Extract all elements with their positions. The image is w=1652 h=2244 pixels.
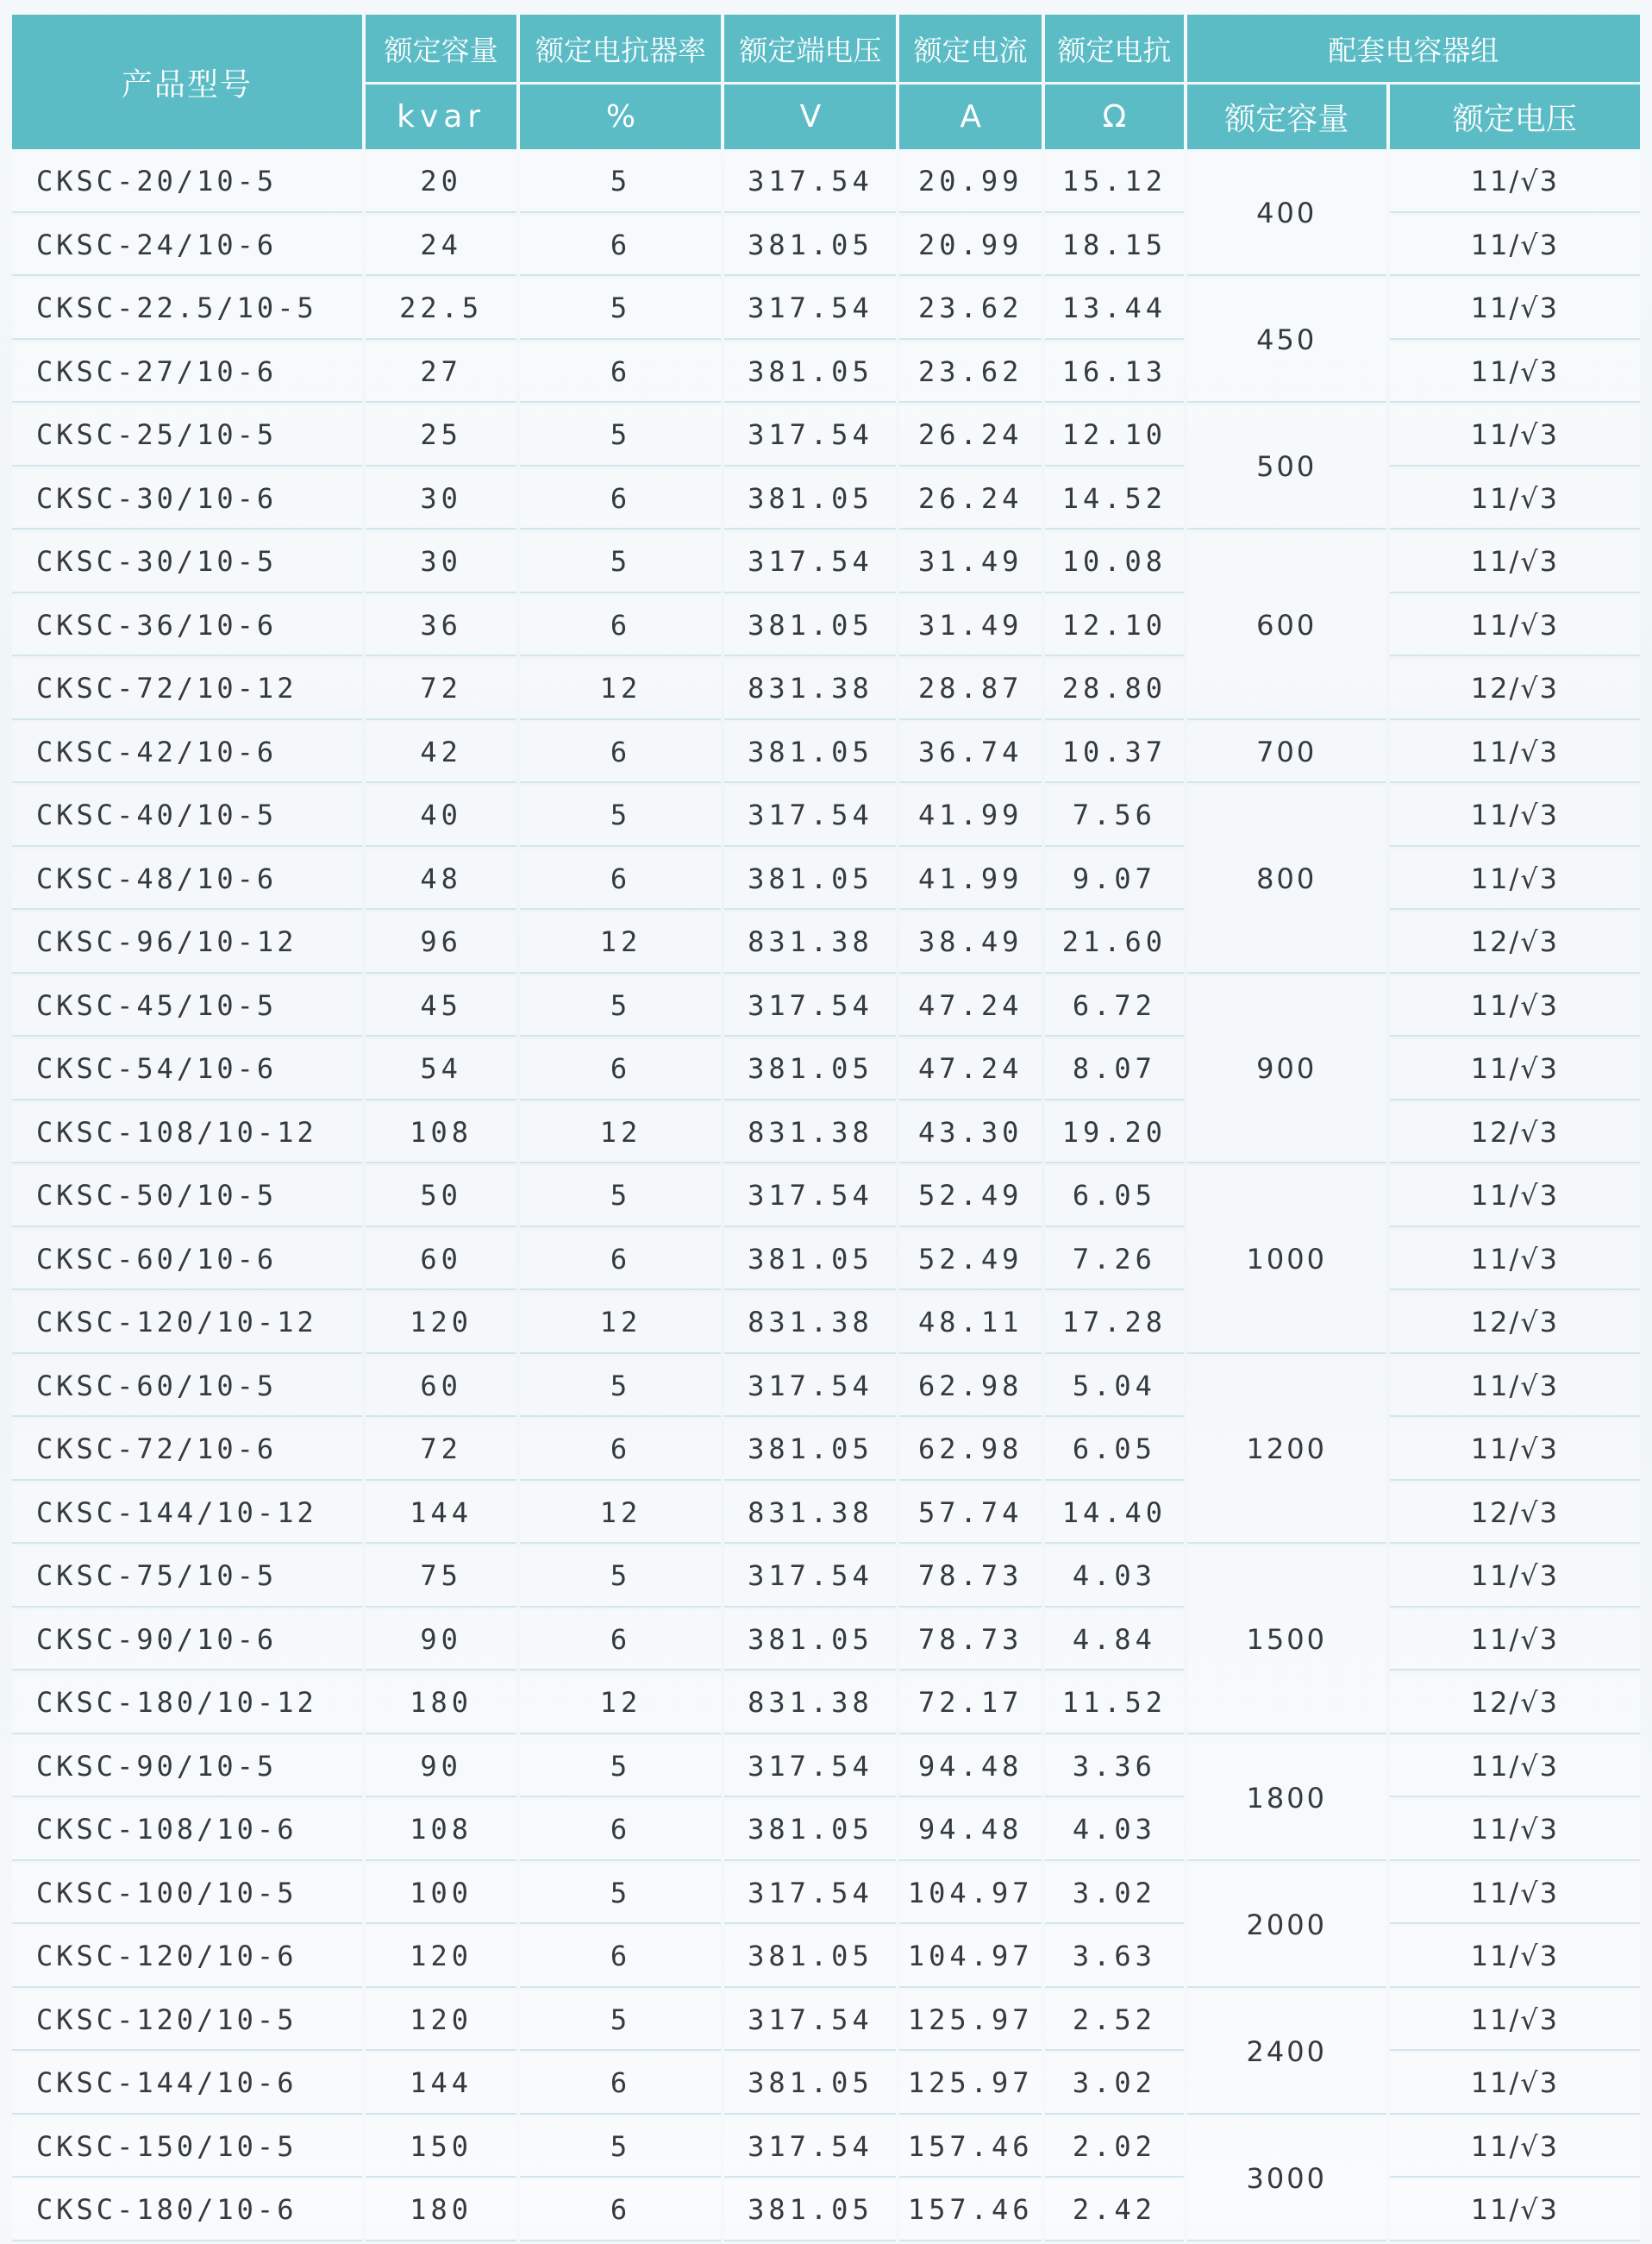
ratio-cell: 12 xyxy=(520,1103,721,1164)
capacity-cell: 30 xyxy=(366,469,517,530)
current-cell: 157.46 xyxy=(899,2117,1042,2178)
model-cell: CKSC-25/10-5 xyxy=(12,405,362,467)
bank-capacity-cell: 2000 xyxy=(1187,1864,1386,1988)
bank-voltage-cell: 12/√3 xyxy=(1390,659,1640,720)
table-row xyxy=(12,1420,1640,1481)
bank-voltage-cell: 11/√3 xyxy=(1390,1610,1640,1671)
voltage-cell: 381.05 xyxy=(724,342,896,404)
capacity-cell: 75 xyxy=(366,1546,517,1608)
bank-capacity-cell: 600 xyxy=(1187,532,1386,720)
model-cell: CKSC-90/10-6 xyxy=(12,1610,362,1671)
capacity-cell: 120 xyxy=(366,1990,517,2052)
table-row xyxy=(12,1483,1640,1545)
capacity-cell: 20 xyxy=(366,152,517,213)
table-row xyxy=(12,786,1640,847)
capacity-cell: 120 xyxy=(366,1293,517,1354)
capacity-cell: 150 xyxy=(366,2117,517,2178)
unit-current: A xyxy=(899,85,1042,149)
capacity-cell: 72 xyxy=(366,1420,517,1481)
reactance-cell: 12.10 xyxy=(1045,405,1184,467)
current-cell: 104.97 xyxy=(899,1927,1042,1988)
current-cell: 28.87 xyxy=(899,659,1042,720)
voltage-cell: 831.38 xyxy=(724,659,896,720)
bank-capacity-cell: 500 xyxy=(1187,405,1386,530)
current-cell: 52.49 xyxy=(899,1166,1042,1227)
bank-capacity-cell: 3000 xyxy=(1187,2117,1386,2241)
reactance-cell: 8.07 xyxy=(1045,1039,1184,1100)
bank-capacity-cell: 1800 xyxy=(1187,1737,1386,1861)
ratio-cell: 5 xyxy=(520,152,721,213)
voltage-cell: 317.54 xyxy=(724,1864,896,1925)
capacity-cell: 24 xyxy=(366,216,517,277)
model-cell: CKSC-100/10-5 xyxy=(12,1864,362,1925)
reactance-cell: 14.40 xyxy=(1045,1483,1184,1545)
current-cell: 38.49 xyxy=(899,912,1042,974)
bank-voltage-cell: 11/√3 xyxy=(1390,1039,1640,1100)
reactance-cell: 7.26 xyxy=(1045,1230,1184,1291)
current-cell: 23.62 xyxy=(899,342,1042,404)
capacity-cell: 144 xyxy=(366,2053,517,2115)
model-cell: CKSC-48/10-6 xyxy=(12,849,362,911)
capacity-cell: 180 xyxy=(366,2180,517,2241)
spec-table-wrapper xyxy=(9,12,1643,2244)
header-row-1 xyxy=(12,15,1640,82)
bank-voltage-cell: 11/√3 xyxy=(1390,976,1640,1037)
bank-voltage-cell: 12/√3 xyxy=(1390,1673,1640,1734)
ratio-cell: 6 xyxy=(520,1230,721,1291)
reactance-cell: 12.10 xyxy=(1045,596,1184,657)
reactance-cell: 15.12 xyxy=(1045,152,1184,213)
table-row xyxy=(12,2117,1640,2178)
ratio-cell: 6 xyxy=(520,596,721,657)
capacity-cell: 22.5 xyxy=(366,279,517,340)
header-bank: 配套电容器组 xyxy=(1187,15,1640,82)
bank-capacity-cell: 400 xyxy=(1187,152,1386,276)
table-row xyxy=(12,279,1640,340)
current-cell: 94.48 xyxy=(899,1800,1042,1861)
voltage-cell: 317.54 xyxy=(724,279,896,340)
voltage-cell: 317.54 xyxy=(724,2117,896,2178)
reactance-cell: 2.02 xyxy=(1045,2117,1184,2178)
reactance-cell: 5.04 xyxy=(1045,1357,1184,1418)
model-cell: CKSC-180/10-12 xyxy=(12,1673,362,1734)
ratio-cell: 6 xyxy=(520,1039,721,1100)
model-cell: CKSC-144/10-6 xyxy=(12,2053,362,2115)
table-row xyxy=(12,849,1640,911)
bank-voltage-cell: 11/√3 xyxy=(1390,1737,1640,1798)
ratio-cell: 5 xyxy=(520,1737,721,1798)
model-cell: CKSC-120/10-6 xyxy=(12,1927,362,1988)
current-cell: 157.46 xyxy=(899,2180,1042,2241)
bank-voltage-cell: 11/√3 xyxy=(1390,1166,1640,1227)
model-cell: CKSC-144/10-12 xyxy=(12,1483,362,1545)
voltage-cell: 317.54 xyxy=(724,405,896,467)
current-cell: 78.73 xyxy=(899,1546,1042,1608)
model-cell: CKSC-72/10-12 xyxy=(12,659,362,720)
current-cell: 41.99 xyxy=(899,786,1042,847)
current-cell: 31.49 xyxy=(899,596,1042,657)
table-row xyxy=(12,1800,1640,1861)
reactance-cell: 3.02 xyxy=(1045,1864,1184,1925)
bank-voltage-cell: 11/√3 xyxy=(1390,723,1640,784)
voltage-cell: 831.38 xyxy=(724,912,896,974)
reactance-cell: 2.42 xyxy=(1045,2180,1184,2241)
current-cell: 36.74 xyxy=(899,723,1042,784)
header-ratio: 额定电抗器率 xyxy=(520,15,721,82)
model-cell: CKSC-180/10-6 xyxy=(12,2180,362,2241)
table-row xyxy=(12,2180,1640,2241)
table-row xyxy=(12,976,1640,1037)
table-row xyxy=(12,1103,1640,1164)
table-row xyxy=(12,1864,1640,1925)
reactance-cell: 6.05 xyxy=(1045,1420,1184,1481)
voltage-cell: 831.38 xyxy=(724,1483,896,1545)
unit-reactance: Ω xyxy=(1045,85,1184,149)
voltage-cell: 317.54 xyxy=(724,1357,896,1418)
model-cell: CKSC-96/10-12 xyxy=(12,912,362,974)
header-model: 产品型号 xyxy=(12,15,362,149)
bank-voltage-cell: 11/√3 xyxy=(1390,1420,1640,1481)
current-cell: 20.99 xyxy=(899,216,1042,277)
table-row xyxy=(12,1039,1640,1100)
table-row xyxy=(12,469,1640,530)
bank-voltage-cell: 11/√3 xyxy=(1390,1800,1640,1861)
table-row xyxy=(12,1166,1640,1227)
ratio-cell: 5 xyxy=(520,2117,721,2178)
ratio-cell: 6 xyxy=(520,1420,721,1481)
ratio-cell: 6 xyxy=(520,2180,721,2241)
bank-voltage-cell: 12/√3 xyxy=(1390,1483,1640,1545)
bank-voltage-cell: 11/√3 xyxy=(1390,2180,1640,2241)
voltage-cell: 831.38 xyxy=(724,1673,896,1734)
table-row xyxy=(12,1990,1640,2052)
capacity-cell: 100 xyxy=(366,1864,517,1925)
table-row xyxy=(12,723,1640,784)
table-row xyxy=(12,1673,1640,1734)
model-cell: CKSC-40/10-5 xyxy=(12,786,362,847)
model-cell: CKSC-22.5/10-5 xyxy=(12,279,362,340)
capacity-cell: 45 xyxy=(366,976,517,1037)
reactance-cell: 3.02 xyxy=(1045,2053,1184,2115)
capacity-cell: 90 xyxy=(366,1737,517,1798)
model-cell: CKSC-24/10-6 xyxy=(12,216,362,277)
table-row xyxy=(12,1610,1640,1671)
reactance-cell: 3.36 xyxy=(1045,1737,1184,1798)
reactance-cell: 6.05 xyxy=(1045,1166,1184,1227)
reactance-cell: 28.80 xyxy=(1045,659,1184,720)
current-cell: 125.97 xyxy=(899,1990,1042,2052)
ratio-cell: 6 xyxy=(520,216,721,277)
bank-voltage-cell: 11/√3 xyxy=(1390,596,1640,657)
voltage-cell: 317.54 xyxy=(724,532,896,593)
reactance-cell: 6.72 xyxy=(1045,976,1184,1037)
table-row xyxy=(12,1546,1640,1608)
model-cell: CKSC-20/10-5 xyxy=(12,152,362,213)
ratio-cell: 6 xyxy=(520,342,721,404)
voltage-cell: 317.54 xyxy=(724,152,896,213)
table-row xyxy=(12,659,1640,720)
bank-voltage-cell: 11/√3 xyxy=(1390,1357,1640,1418)
current-cell: 78.73 xyxy=(899,1610,1042,1671)
table-header xyxy=(12,15,1640,149)
table-row xyxy=(12,1230,1640,1291)
ratio-cell: 6 xyxy=(520,723,721,784)
reactance-cell: 16.13 xyxy=(1045,342,1184,404)
table-row xyxy=(12,152,1640,213)
voltage-cell: 381.05 xyxy=(724,723,896,784)
capacity-cell: 144 xyxy=(366,1483,517,1545)
reactance-cell: 13.44 xyxy=(1045,279,1184,340)
capacity-cell: 90 xyxy=(366,1610,517,1671)
current-cell: 48.11 xyxy=(899,1293,1042,1354)
model-cell: CKSC-120/10-5 xyxy=(12,1990,362,2052)
voltage-cell: 317.54 xyxy=(724,1546,896,1608)
ratio-cell: 12 xyxy=(520,659,721,720)
capacity-cell: 36 xyxy=(366,596,517,657)
bank-voltage-cell: 11/√3 xyxy=(1390,405,1640,467)
capacity-cell: 72 xyxy=(366,659,517,720)
model-cell: CKSC-108/10-6 xyxy=(12,1800,362,1861)
bank-capacity-cell: 450 xyxy=(1187,279,1386,403)
current-cell: 31.49 xyxy=(899,532,1042,593)
table-row xyxy=(12,405,1640,467)
header-current: 额定电流 xyxy=(899,15,1042,82)
current-cell: 26.24 xyxy=(899,469,1042,530)
bank-voltage-cell: 11/√3 xyxy=(1390,216,1640,277)
bank-voltage-cell: 12/√3 xyxy=(1390,912,1640,974)
model-cell: CKSC-90/10-5 xyxy=(12,1737,362,1798)
voltage-cell: 831.38 xyxy=(724,1293,896,1354)
voltage-cell: 317.54 xyxy=(724,976,896,1037)
capacity-cell: 30 xyxy=(366,532,517,593)
current-cell: 57.74 xyxy=(899,1483,1042,1545)
ratio-cell: 12 xyxy=(520,912,721,974)
capacity-cell: 40 xyxy=(366,786,517,847)
current-cell: 23.62 xyxy=(899,279,1042,340)
model-cell: CKSC-27/10-6 xyxy=(12,342,362,404)
reactor-spec-table xyxy=(9,12,1643,2244)
voltage-cell: 381.05 xyxy=(724,469,896,530)
ratio-cell: 12 xyxy=(520,1293,721,1354)
table-row xyxy=(12,1737,1640,1798)
capacity-cell: 60 xyxy=(366,1230,517,1291)
table-row xyxy=(12,912,1640,974)
bank-capacity-cell: 700 xyxy=(1187,723,1386,784)
header-bank-voltage: 额定电压 xyxy=(1390,85,1640,149)
unit-cap: kvar xyxy=(366,85,517,149)
reactance-cell: 10.37 xyxy=(1045,723,1184,784)
model-cell: CKSC-60/10-5 xyxy=(12,1357,362,1418)
capacity-cell: 42 xyxy=(366,723,517,784)
unit-ratio: % xyxy=(520,85,721,149)
table-row xyxy=(12,532,1640,593)
current-cell: 94.48 xyxy=(899,1737,1042,1798)
ratio-cell: 5 xyxy=(520,1546,721,1608)
capacity-cell: 54 xyxy=(366,1039,517,1100)
voltage-cell: 381.05 xyxy=(724,849,896,911)
ratio-cell: 12 xyxy=(520,1673,721,1734)
reactance-cell: 10.08 xyxy=(1045,532,1184,593)
table-row xyxy=(12,1357,1640,1418)
voltage-cell: 381.05 xyxy=(724,596,896,657)
table-row xyxy=(12,342,1640,404)
reactance-cell: 4.03 xyxy=(1045,1800,1184,1861)
ratio-cell: 5 xyxy=(520,1990,721,2052)
model-cell: CKSC-72/10-6 xyxy=(12,1420,362,1481)
reactance-cell: 21.60 xyxy=(1045,912,1184,974)
bank-voltage-cell: 11/√3 xyxy=(1390,532,1640,593)
bank-capacity-cell: 1500 xyxy=(1187,1546,1386,1734)
reactance-cell: 17.28 xyxy=(1045,1293,1184,1354)
voltage-cell: 381.05 xyxy=(724,2180,896,2241)
current-cell: 62.98 xyxy=(899,1357,1042,1418)
header-reactance: 额定电抗 xyxy=(1045,15,1184,82)
model-cell: CKSC-36/10-6 xyxy=(12,596,362,657)
bank-voltage-cell: 11/√3 xyxy=(1390,152,1640,213)
reactance-cell: 4.84 xyxy=(1045,1610,1184,1671)
bank-voltage-cell: 11/√3 xyxy=(1390,279,1640,340)
table-row xyxy=(12,1293,1640,1354)
bank-capacity-cell: 900 xyxy=(1187,976,1386,1164)
ratio-cell: 5 xyxy=(520,279,721,340)
bank-capacity-cell: 800 xyxy=(1187,786,1386,974)
model-cell: CKSC-108/10-12 xyxy=(12,1103,362,1164)
voltage-cell: 381.05 xyxy=(724,1039,896,1100)
model-cell: CKSC-75/10-5 xyxy=(12,1546,362,1608)
reactance-cell: 11.52 xyxy=(1045,1673,1184,1734)
capacity-cell: 96 xyxy=(366,912,517,974)
reactance-cell: 18.15 xyxy=(1045,216,1184,277)
bank-voltage-cell: 11/√3 xyxy=(1390,2117,1640,2178)
ratio-cell: 5 xyxy=(520,786,721,847)
current-cell: 47.24 xyxy=(899,1039,1042,1100)
current-cell: 125.97 xyxy=(899,2053,1042,2115)
ratio-cell: 6 xyxy=(520,2053,721,2115)
bank-voltage-cell: 11/√3 xyxy=(1390,1990,1640,2052)
current-cell: 62.98 xyxy=(899,1420,1042,1481)
voltage-cell: 317.54 xyxy=(724,1990,896,2052)
model-cell: CKSC-150/10-5 xyxy=(12,2117,362,2178)
ratio-cell: 5 xyxy=(520,1864,721,1925)
current-cell: 43.30 xyxy=(899,1103,1042,1164)
voltage-cell: 317.54 xyxy=(724,1737,896,1798)
ratio-cell: 6 xyxy=(520,1927,721,1988)
reactance-cell: 2.52 xyxy=(1045,1990,1184,2052)
ratio-cell: 5 xyxy=(520,976,721,1037)
current-cell: 47.24 xyxy=(899,976,1042,1037)
bank-voltage-cell: 11/√3 xyxy=(1390,849,1640,911)
reactance-cell: 14.52 xyxy=(1045,469,1184,530)
bank-voltage-cell: 11/√3 xyxy=(1390,786,1640,847)
bank-voltage-cell: 12/√3 xyxy=(1390,1293,1640,1354)
header-bank-cap: 额定容量 xyxy=(1187,85,1386,149)
bank-capacity-cell: 2400 xyxy=(1187,1990,1386,2115)
header-voltage: 额定端电压 xyxy=(724,15,896,82)
reactance-cell: 19.20 xyxy=(1045,1103,1184,1164)
capacity-cell: 60 xyxy=(366,1357,517,1418)
bank-voltage-cell: 11/√3 xyxy=(1390,469,1640,530)
ratio-cell: 6 xyxy=(520,1800,721,1861)
model-cell: CKSC-60/10-6 xyxy=(12,1230,362,1291)
reactance-cell: 9.07 xyxy=(1045,849,1184,911)
voltage-cell: 317.54 xyxy=(724,1166,896,1227)
ratio-cell: 6 xyxy=(520,1610,721,1671)
current-cell: 104.97 xyxy=(899,1864,1042,1925)
current-cell: 72.17 xyxy=(899,1673,1042,1734)
bank-capacity-cell: 1000 xyxy=(1187,1166,1386,1354)
reactance-cell: 4.03 xyxy=(1045,1546,1184,1608)
voltage-cell: 381.05 xyxy=(724,2053,896,2115)
current-cell: 52.49 xyxy=(899,1230,1042,1291)
capacity-cell: 25 xyxy=(366,405,517,467)
table-row xyxy=(12,1927,1640,1988)
capacity-cell: 48 xyxy=(366,849,517,911)
capacity-cell: 108 xyxy=(366,1800,517,1861)
bank-voltage-cell: 11/√3 xyxy=(1390,1864,1640,1925)
bank-voltage-cell: 11/√3 xyxy=(1390,342,1640,404)
capacity-cell: 180 xyxy=(366,1673,517,1734)
table-body xyxy=(12,152,1640,2241)
ratio-cell: 5 xyxy=(520,1357,721,1418)
table-row xyxy=(12,596,1640,657)
bank-voltage-cell: 12/√3 xyxy=(1390,1103,1640,1164)
table-row xyxy=(12,216,1640,277)
capacity-cell: 27 xyxy=(366,342,517,404)
table-row xyxy=(12,2053,1640,2115)
reactance-cell: 7.56 xyxy=(1045,786,1184,847)
model-cell: CKSC-42/10-6 xyxy=(12,723,362,784)
ratio-cell: 6 xyxy=(520,849,721,911)
voltage-cell: 381.05 xyxy=(724,1230,896,1291)
bank-voltage-cell: 11/√3 xyxy=(1390,1546,1640,1608)
ratio-cell: 5 xyxy=(520,1166,721,1227)
bank-voltage-cell: 11/√3 xyxy=(1390,1230,1640,1291)
voltage-cell: 381.05 xyxy=(724,1800,896,1861)
ratio-cell: 5 xyxy=(520,405,721,467)
model-cell: CKSC-120/10-12 xyxy=(12,1293,362,1354)
bank-voltage-cell: 11/√3 xyxy=(1390,1927,1640,1988)
reactance-cell: 3.63 xyxy=(1045,1927,1184,1988)
voltage-cell: 381.05 xyxy=(724,1927,896,1988)
model-cell: CKSC-30/10-6 xyxy=(12,469,362,530)
model-cell: CKSC-54/10-6 xyxy=(12,1039,362,1100)
voltage-cell: 381.05 xyxy=(724,1420,896,1481)
current-cell: 41.99 xyxy=(899,849,1042,911)
voltage-cell: 831.38 xyxy=(724,1103,896,1164)
bank-capacity-cell: 1200 xyxy=(1187,1357,1386,1545)
voltage-cell: 381.05 xyxy=(724,1610,896,1671)
model-cell: CKSC-45/10-5 xyxy=(12,976,362,1037)
model-cell: CKSC-50/10-5 xyxy=(12,1166,362,1227)
ratio-cell: 5 xyxy=(520,532,721,593)
voltage-cell: 381.05 xyxy=(724,216,896,277)
current-cell: 26.24 xyxy=(899,405,1042,467)
bank-voltage-cell: 11/√3 xyxy=(1390,2053,1640,2115)
ratio-cell: 6 xyxy=(520,469,721,530)
header-cap: 额定容量 xyxy=(366,15,517,82)
model-cell: CKSC-30/10-5 xyxy=(12,532,362,593)
capacity-cell: 120 xyxy=(366,1927,517,1988)
ratio-cell: 12 xyxy=(520,1483,721,1545)
unit-voltage: V xyxy=(724,85,896,149)
capacity-cell: 108 xyxy=(366,1103,517,1164)
voltage-cell: 317.54 xyxy=(724,786,896,847)
current-cell: 20.99 xyxy=(899,152,1042,213)
capacity-cell: 50 xyxy=(366,1166,517,1227)
